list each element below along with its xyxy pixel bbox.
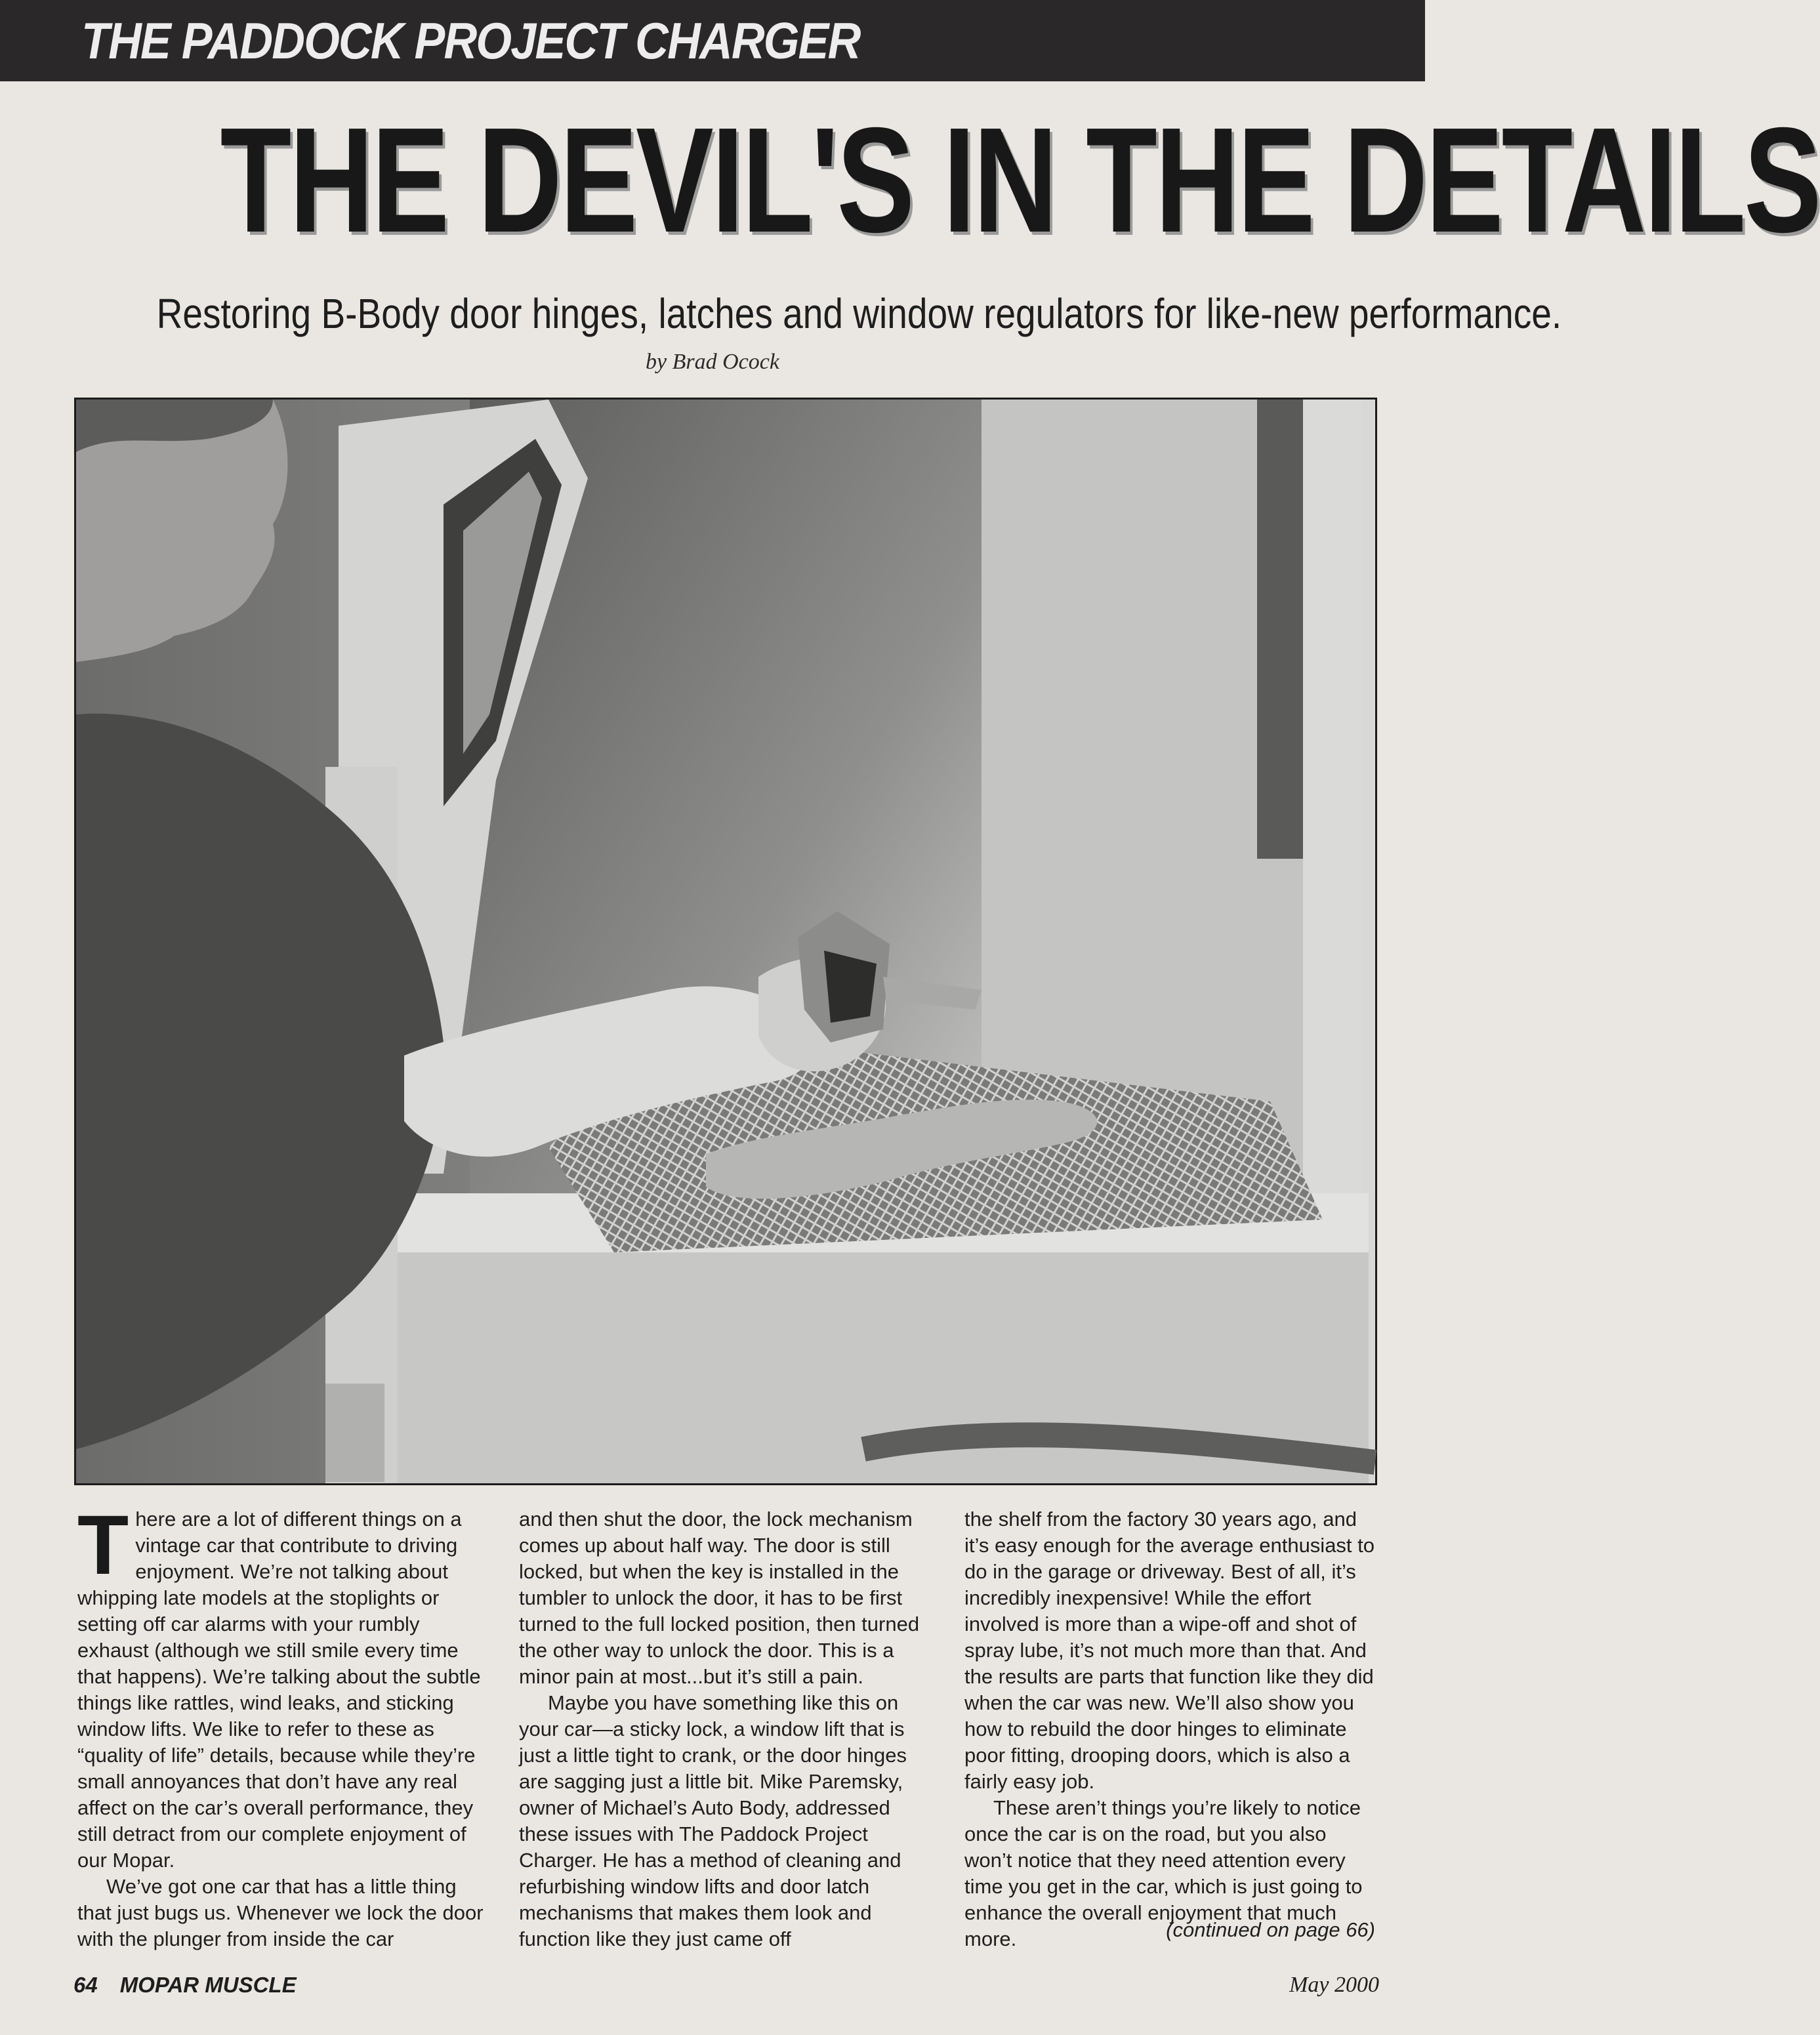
paragraph: These aren’t things you’re likely to notice once the car is on the road, but you also won’t notice that they need attention every time you get in the car, which is just going to enhance the overall enjoyment that much more. [964, 1796, 1363, 1950]
article-deck: Restoring B-Body door hinges, latches and window regulators for like-new performance. [156, 290, 1562, 337]
section-header: THE PADDOCK PROJECT CHARGER [81, 12, 860, 70]
continued-note: (continued on page 66) [1166, 1918, 1375, 1941]
article-column-1 [77, 1498, 492, 1950]
page-number: 64 [73, 1973, 98, 1997]
blast-cabinet-photo [76, 400, 1375, 1483]
footer-folio [73, 1972, 297, 1998]
section-header-band [0, 0, 1425, 81]
drop-cap: T [77, 1498, 129, 1592]
paragraph: We’ve got one car that has a little thing that just bugs us. Whenever we lock the door with the plunger from inside the car [77, 1875, 484, 1950]
article-headline: THE DEVIL'S IN THE DETAILS [220, 97, 1820, 264]
lead-photo [74, 398, 1377, 1485]
paragraph: and then shut the door, the lock mechanism comes up about half way. The door is still locked, but when the key is installed in the tumbler to unlock the door, it has to be first turned to the full locked position, then turned the other way to unlock the door. This is a minor pain at most...but it’s still a pain. [519, 1508, 920, 1688]
paragraph: the shelf from the factory 30 years ago, and it’s easy enough for the average enthusiast to do in the garage or driveway. Best of all, it’s incredibly inexpensive! While the effort involved is more than a wipe-off and shot of spray lube, it’s not much more than that. And the results are parts that function like they did when the car was new. We’ll also show you how to rebuild the door hinges to eliminate poor fitting, drooping doors, which is also a fairly easy job. [964, 1508, 1375, 1793]
byline: by Brad Ocock [646, 350, 779, 374]
article-column-2 [519, 1506, 934, 1948]
paragraph: Maybe you have something like this on your car—a sticky lock, a window lift that is just a little tight to crank, or the door hinges are sagging just a little bit. Mike Paremsky, owner of Michael’s Auto Body, addressed these issues with The Paddock Project Charger. He has a method of cleaning and refurbishing window lifts and door latch mechanisms that makes them look and function like they just came off [519, 1691, 907, 1950]
issue-date: May 2000 [1289, 1973, 1379, 1997]
magazine-name: MOPAR MUSCLE [119, 1973, 297, 1997]
paragraph: here are a lot of different things on a vintage car that contribute to driving enjoyment. We’re not talking about whipping late models at the stoplights or setting off car alarms with your rumbly exhaust (although we still smile every time that happens). We’re talking about the subtle things like rattles, wind leaks, and sticking window lifts. We like to refer to these as “quality of life” details, because while they’re small annoyances that don’t have any real affect on the car’s overall performance, they still detract from our complete enjoyment of our Mopar. [77, 1508, 481, 1872]
article-column-3 [964, 1506, 1379, 1948]
